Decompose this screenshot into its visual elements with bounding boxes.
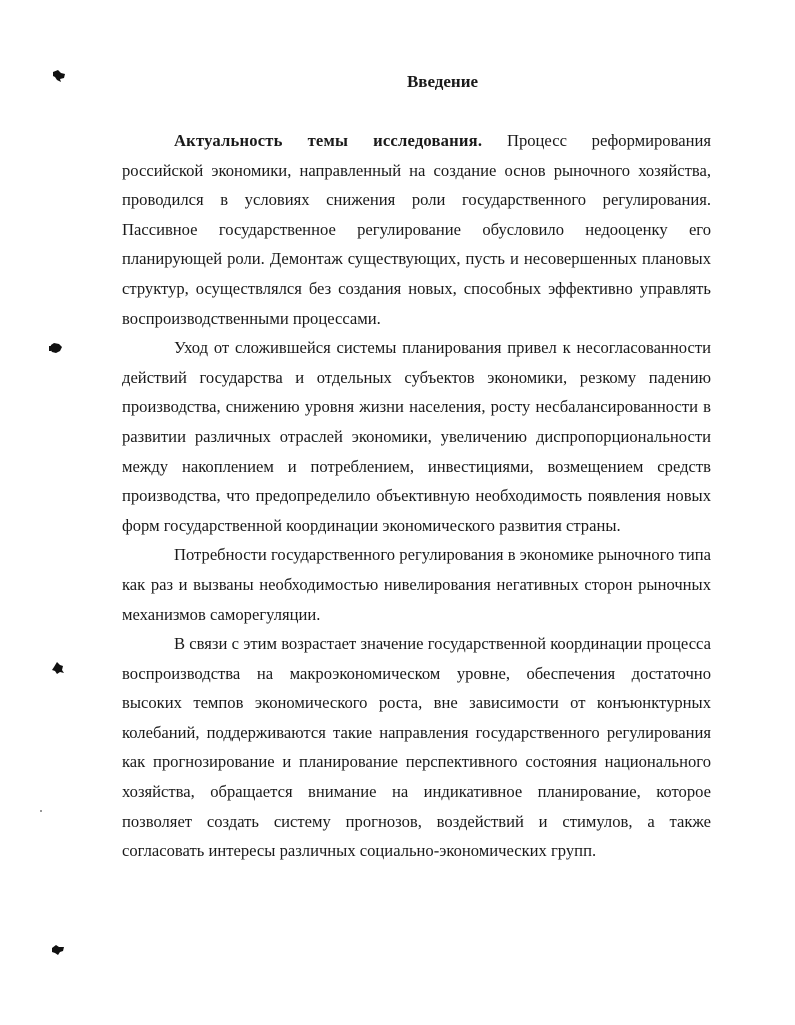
paragraph	[122, 126, 711, 333]
scan-blot-icon	[51, 661, 65, 675]
scan-blot-icon	[49, 341, 63, 355]
document-body	[122, 126, 711, 866]
paragraph-text: Процесс реформирования российской экономики, направленный на создание основ рыночного хозяйства, проводился в условиях снижения роли государственного регулирования. Пассивное государственное регулирование обусловило недооценку его планирующей роли. Демонтаж существующих, пусть и несовершенных плановых структур, осуществлялся без создания новых, способных эффективно управлять воспроизводственными процессами.	[122, 131, 711, 328]
scan-speck	[40, 810, 42, 812]
scan-blot-icon	[51, 943, 65, 957]
paragraph	[122, 540, 711, 629]
paragraph	[122, 333, 711, 540]
paragraph-text: В связи с этим возрастает значение государственной координации процесса воспроизводства на макроэкономическом уровне, обеспечения достаточно высоких темпов экономического роста, вне зависимости от конъюнктурных колебаний, поддерживаются такие направления государственного регулирования как прогнозирование и планирование перспективного состояния национального хозяйства, обращается внимание на индикативное планирование, которое позволяет создать систему прогнозов, воздействий и стимулов, а также согласовать интересы различных социально-экономических групп.	[122, 634, 711, 861]
paragraph-lead: Актуальность темы исследования.	[174, 131, 483, 150]
paragraph-text: Потребности государственного регулирования в экономике рыночного типа как раз и вызваны необходимостью нивелирования негативных сторон рыночных механизмов саморегуляции.	[122, 545, 711, 624]
paragraph-text: Уход от сложившейся системы планирования привел к несогласованности действий государства и отдельных субъектов экономики, резкому падению производства, снижению уровня жизни населения, росту несбалансированности в развитии различных отраслей экономики, увеличению диспропорциональности между накоплением и потреблением, инвестициями, возмещением средств производства, что предопределило объективную необходимость появления новых форм государственной координации экономического развития страны.	[122, 338, 711, 535]
document-title: Введение	[406, 72, 479, 91]
paragraph	[122, 629, 711, 866]
